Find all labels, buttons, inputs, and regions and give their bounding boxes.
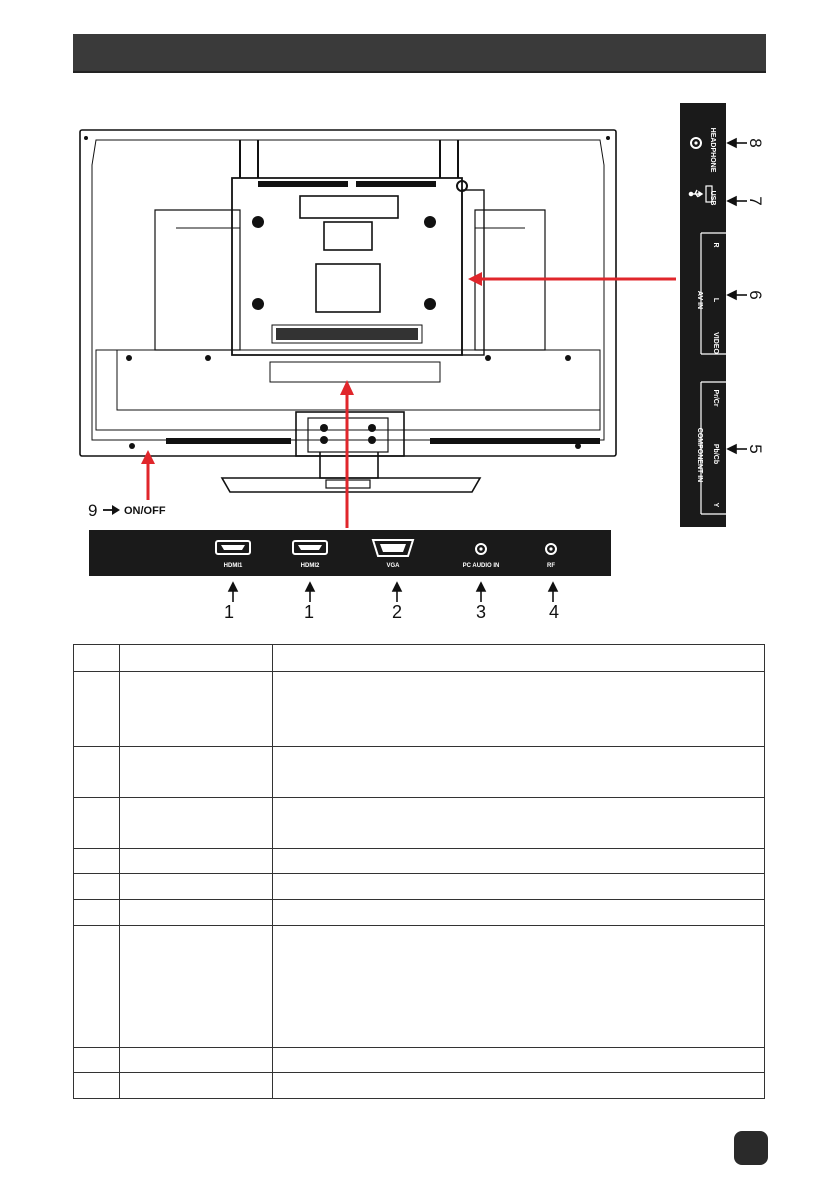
table-cell <box>74 849 120 874</box>
table-cell <box>120 926 273 1048</box>
callout-number-hdmi1: 1 <box>223 602 235 622</box>
table-cell <box>273 926 765 1048</box>
table-cell <box>120 1073 273 1099</box>
red-arrow-bottom-panel <box>340 380 354 528</box>
table-cell <box>273 1048 765 1073</box>
connections-table <box>73 644 765 1099</box>
side-label-l: L <box>712 297 719 303</box>
callout-number-rf: 4 <box>548 602 560 622</box>
callout-number-headphone: 8 <box>746 138 765 148</box>
table-cell <box>74 645 120 672</box>
table-cell <box>120 874 273 900</box>
table-cell <box>273 874 765 900</box>
table-cell <box>74 747 120 798</box>
bottom-port-panel <box>89 530 611 576</box>
table-row <box>74 849 765 874</box>
table-cell <box>74 672 120 747</box>
callout-number-component-in: 5 <box>746 444 765 454</box>
table-row <box>74 798 765 849</box>
table-row <box>74 747 765 798</box>
table-cell <box>120 672 273 747</box>
callout-number-usb: 7 <box>746 196 765 206</box>
table-row <box>74 874 765 900</box>
table-cell <box>120 1048 273 1073</box>
red-arrow-side-panel <box>468 272 676 286</box>
callout-arrow-icon <box>728 139 747 453</box>
side-label-video: VIDEO <box>712 332 719 354</box>
table-cell <box>74 1048 120 1073</box>
side-label-pb-cb: Pb/Cb <box>712 443 719 465</box>
table-cell <box>273 849 765 874</box>
table-cell <box>273 798 765 849</box>
port-label-pc-audio-in: PC AUDIO IN <box>462 563 500 569</box>
table-cell <box>273 645 765 672</box>
red-arrow-onoff <box>141 450 155 500</box>
side-label-av-in: AV IN <box>696 290 703 310</box>
table-row <box>74 900 765 926</box>
table-cell <box>74 900 120 926</box>
table-cell <box>273 747 765 798</box>
side-label-r: R <box>712 242 719 248</box>
port-label-vga: VGA <box>386 563 400 569</box>
table-cell <box>120 645 273 672</box>
table-row <box>74 926 765 1048</box>
callout-number-vga: 2 <box>391 602 403 622</box>
side-label-y: Y <box>712 502 719 508</box>
table-cell <box>74 1073 120 1099</box>
port-label-rf: RF <box>547 563 555 569</box>
table-cell <box>74 798 120 849</box>
table-cell <box>120 849 273 874</box>
table-cell <box>120 747 273 798</box>
onoff-arrow-icon <box>103 505 120 515</box>
table-cell <box>120 798 273 849</box>
table-cell <box>74 926 120 1048</box>
table-row <box>74 672 765 747</box>
table-cell <box>273 1073 765 1099</box>
side-label-component-in: COMPONENT IN <box>696 427 703 483</box>
callout-number-hdmi2: 1 <box>303 602 315 622</box>
side-label-headphone: HEADPHONE <box>709 127 716 173</box>
table-cell <box>120 900 273 926</box>
table-row <box>74 645 765 672</box>
table-cell <box>273 900 765 926</box>
port-label-hdmi1: HDMI1 <box>223 563 243 569</box>
side-label-pr-cr: Pr/Cr <box>712 389 719 407</box>
callout-number-av-in: 6 <box>746 290 765 300</box>
table-cell <box>273 672 765 747</box>
onoff-label: ON/OFF <box>124 505 166 517</box>
page-number-badge <box>734 1131 768 1165</box>
callout-arrow-icon <box>229 583 557 602</box>
table-row <box>74 1048 765 1073</box>
callout-number-pc-audio: 3 <box>475 602 487 622</box>
side-label-usb: USB <box>709 190 716 206</box>
port-label-hdmi2: HDMI2 <box>300 563 320 569</box>
table-row <box>74 1073 765 1099</box>
table-cell <box>74 874 120 900</box>
onoff-number: 9 <box>88 501 98 520</box>
